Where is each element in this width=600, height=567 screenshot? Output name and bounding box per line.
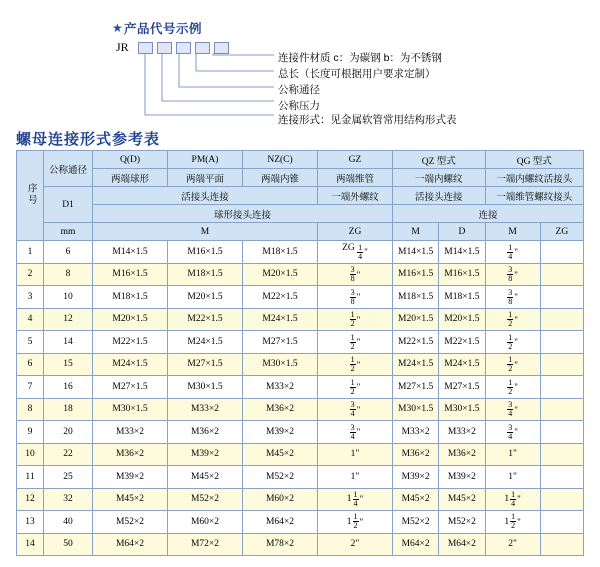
header-qz-type: 一端内螺纹	[393, 169, 486, 187]
header-group-nz: NZ(C)	[243, 151, 318, 169]
diagram-labels	[0, 0, 600, 126]
cell-qg-zg	[540, 263, 583, 286]
header-ball-joint: 球形接头连接	[93, 205, 393, 223]
cell-pm: M24×1.5	[168, 331, 243, 354]
table-row	[17, 488, 584, 511]
cell-qg-zg	[540, 241, 583, 264]
cell-gz: $\frac{1}{2}$ "	[318, 353, 393, 376]
cell-qg-zg	[540, 443, 583, 466]
cell-gz: $\frac{1}{2}$ "	[318, 331, 393, 354]
cell-gz: 1"	[318, 443, 393, 466]
header-q-type: 两端球形	[93, 169, 168, 187]
cell-dn: 18	[44, 398, 93, 421]
cell-q: M30×1.5	[93, 398, 168, 421]
cell-index: 3	[17, 286, 44, 309]
cell-qg-m: $\frac{1}{2}$ "	[485, 331, 540, 354]
header-sym-m3: M	[485, 223, 540, 241]
cell-dn: 32	[44, 488, 93, 511]
cell-q: M39×2	[93, 466, 168, 489]
cell-dn: 25	[44, 466, 93, 489]
cell-dn: 10	[44, 286, 93, 309]
cell-nz: M30×1.5	[243, 353, 318, 376]
cell-qz-m: M52×2	[393, 511, 439, 534]
cell-qz-m: M16×1.5	[393, 263, 439, 286]
cell-gz: $\frac{3}{4}$ "	[318, 398, 393, 421]
cell-index: 1	[17, 241, 44, 264]
table-row	[17, 308, 584, 331]
table-row	[17, 263, 584, 286]
cell-qg-zg	[540, 398, 583, 421]
header-gz-type: 两端维管	[318, 169, 393, 187]
cell-pm: M20×1.5	[168, 286, 243, 309]
cell-q: M52×2	[93, 511, 168, 534]
cell-nz: M22×1.5	[243, 286, 318, 309]
cell-qz-m: M30×1.5	[393, 398, 439, 421]
cell-q: M24×1.5	[93, 353, 168, 376]
table-title: 螺母连接形式参考表	[16, 131, 161, 148]
cell-qz-m: M33×2	[393, 421, 439, 444]
cell-nz: M60×2	[243, 488, 318, 511]
cell-qz-d: M39×2	[439, 466, 485, 489]
cell-nz: M78×2	[243, 533, 318, 556]
cell-pm: M16×1.5	[168, 241, 243, 264]
cell-qg-m: 1"	[485, 466, 540, 489]
cell-qz-m: M39×2	[393, 466, 439, 489]
cell-index: 13	[17, 511, 44, 534]
cell-gz: 1"	[318, 466, 393, 489]
cell-qz-d: M22×1.5	[439, 331, 485, 354]
table-row	[17, 241, 584, 264]
cell-qz-d: M52×2	[439, 511, 485, 534]
cell-nz: M24×1.5	[243, 308, 318, 331]
header-sym-zg: ZG	[318, 223, 393, 241]
cell-dn: 22	[44, 443, 93, 466]
cell-gz: $\frac{3}{4}$ "	[318, 421, 393, 444]
cell-dn: 12	[44, 308, 93, 331]
cell-qg-m: 1 $\frac{1}{2}$ "	[485, 511, 540, 534]
header-qg-thread: 一端维管螺纹接头	[485, 187, 583, 205]
cell-pm: M72×2	[168, 533, 243, 556]
cell-qg-m: $\frac{3}{8}$ "	[485, 286, 540, 309]
product-code-diagram	[0, 0, 600, 126]
cell-qg-zg	[540, 511, 583, 534]
cell-qz-d: M30×1.5	[439, 398, 485, 421]
cell-qg-zg	[540, 376, 583, 399]
header-group-pm: PM(A)	[168, 151, 243, 169]
cell-gz: $\frac{3}{8}$ "	[318, 263, 393, 286]
cell-q: M33×2	[93, 421, 168, 444]
cell-qz-m: M24×1.5	[393, 353, 439, 376]
cell-dn: 8	[44, 263, 93, 286]
diagram-label: 公称通径	[278, 84, 320, 96]
cell-pm: M60×2	[168, 511, 243, 534]
cell-q: M16×1.5	[93, 263, 168, 286]
cell-qg-zg	[540, 286, 583, 309]
cell-qz-m: M18×1.5	[393, 286, 439, 309]
table-row	[17, 421, 584, 444]
cell-index: 8	[17, 398, 44, 421]
table-row	[17, 533, 584, 556]
cell-pm: M30×1.5	[168, 376, 243, 399]
header-sym-m2: M	[393, 223, 439, 241]
cell-nz: M52×2	[243, 466, 318, 489]
cell-qz-d: M64×2	[439, 533, 485, 556]
cell-pm: M27×1.5	[168, 353, 243, 376]
table-row	[17, 443, 584, 466]
cell-q: M18×1.5	[93, 286, 168, 309]
cell-qg-zg	[540, 308, 583, 331]
cell-qg-m: 1 $\frac{1}{4}$ "	[485, 488, 540, 511]
cell-qg-zg	[540, 331, 583, 354]
header-group-qg: QG 型式	[485, 151, 583, 169]
diagram-label: 公称压力	[278, 100, 320, 112]
cell-qg-m: $\frac{3}{4}$ "	[485, 398, 540, 421]
cell-nz: M45×2	[243, 443, 318, 466]
table-row	[17, 376, 584, 399]
diagram-label: 连接形式：见金属软管常用结构形式表	[278, 114, 457, 126]
header-sym-d: D	[439, 223, 485, 241]
cell-gz: 1 $\frac{1}{2}$ "	[318, 511, 393, 534]
cell-dn: 15	[44, 353, 93, 376]
cell-qg-m: $\frac{1}{4}$ "	[485, 241, 540, 264]
cell-qg-m: $\frac{1}{2}$ "	[485, 308, 540, 331]
cell-pm: M18×1.5	[168, 263, 243, 286]
cell-qz-m: M20×1.5	[393, 308, 439, 331]
cell-pm: M52×2	[168, 488, 243, 511]
cell-index: 12	[17, 488, 44, 511]
cell-pm: M33×2	[168, 398, 243, 421]
cell-qg-zg	[540, 353, 583, 376]
cell-qz-d: M36×2	[439, 443, 485, 466]
header-pm-type: 两端平面	[168, 169, 243, 187]
cell-qg-zg	[540, 466, 583, 489]
table-row	[17, 353, 584, 376]
header-index: 序号	[17, 151, 44, 241]
table-header	[17, 151, 584, 241]
cell-qz-d: M33×2	[439, 421, 485, 444]
cell-qg-m: $\frac{3}{8}$ "	[485, 263, 540, 286]
header-qg-type: 一端内螺纹活接头	[485, 169, 583, 187]
cell-index: 2	[17, 263, 44, 286]
cell-index: 6	[17, 353, 44, 376]
cell-index: 10	[17, 443, 44, 466]
cell-pm: M36×2	[168, 421, 243, 444]
cell-gz: ZG $\frac{1}{4}$ "	[318, 241, 393, 264]
cell-gz: 1 $\frac{1}{4}$ "	[318, 488, 393, 511]
cell-qz-d: M27×1.5	[439, 376, 485, 399]
cell-q: M45×2	[93, 488, 168, 511]
cell-qg-zg	[540, 533, 583, 556]
cell-qz-m: M14×1.5	[393, 241, 439, 264]
cell-dn: 20	[44, 421, 93, 444]
header-group-gz: GZ	[318, 151, 393, 169]
cell-index: 11	[17, 466, 44, 489]
cell-pm: M45×2	[168, 466, 243, 489]
cell-qz-m: M27×1.5	[393, 376, 439, 399]
cell-qz-d: M16×1.5	[439, 263, 485, 286]
star-icon: ★	[112, 21, 123, 35]
header-group-q: Q(D)	[93, 151, 168, 169]
table-row	[17, 331, 584, 354]
code-prefix: JR	[116, 40, 129, 54]
cell-q: M20×1.5	[93, 308, 168, 331]
diagram-title: 产品代号示例	[124, 22, 203, 36]
cell-dn: 6	[44, 241, 93, 264]
cell-qz-d: M18×1.5	[439, 286, 485, 309]
cell-qg-m: $\frac{1}{2}$ "	[485, 353, 540, 376]
cell-index: 14	[17, 533, 44, 556]
cell-qz-m: M45×2	[393, 488, 439, 511]
cell-dn: 40	[44, 511, 93, 534]
table-row	[17, 286, 584, 309]
cell-qz-m: M64×2	[393, 533, 439, 556]
cell-index: 4	[17, 308, 44, 331]
cell-nz: M33×2	[243, 376, 318, 399]
cell-dn: 50	[44, 533, 93, 556]
cell-qz-m: M22×1.5	[393, 331, 439, 354]
cell-nz: M64×2	[243, 511, 318, 534]
header-dn-sub: D1	[44, 187, 93, 223]
header-unit-mm: mm	[44, 223, 93, 241]
table-row	[17, 398, 584, 421]
header-gz-thread: 一端外螺纹	[318, 187, 393, 205]
cell-nz: M20×1.5	[243, 263, 318, 286]
header-qz-thread: 活接头连接	[393, 187, 486, 205]
cell-gz: $\frac{1}{2}$ "	[318, 376, 393, 399]
cell-gz: 2"	[318, 533, 393, 556]
cell-qz-m: M36×2	[393, 443, 439, 466]
diagram-label: 连接件材质 c：为碳钢 b：为不锈钢	[278, 52, 442, 64]
header-sym-m: M	[93, 223, 318, 241]
cell-qz-d: M20×1.5	[439, 308, 485, 331]
header-dn: 公称通径	[44, 151, 93, 187]
cell-qg-zg	[540, 488, 583, 511]
header-joint-connection: 活接头连接	[93, 187, 318, 205]
cell-nz: M27×1.5	[243, 331, 318, 354]
cell-index: 7	[17, 376, 44, 399]
cell-q: M36×2	[93, 443, 168, 466]
cell-qz-d: M45×2	[439, 488, 485, 511]
cell-qg-m: $\frac{1}{2}$ "	[485, 376, 540, 399]
header-connection: 连接	[393, 205, 584, 223]
header-sym-zg2: ZG	[540, 223, 583, 241]
cell-qg-zg	[540, 421, 583, 444]
cell-index: 5	[17, 331, 44, 354]
cell-qg-m: 1"	[485, 443, 540, 466]
cell-dn: 16	[44, 376, 93, 399]
cell-pm: M22×1.5	[168, 308, 243, 331]
cell-dn: 14	[44, 331, 93, 354]
cell-gz: $\frac{3}{8}$ "	[318, 286, 393, 309]
table-row	[17, 511, 584, 534]
cell-nz: M18×1.5	[243, 241, 318, 264]
table-row	[17, 466, 584, 489]
cell-q: M64×2	[93, 533, 168, 556]
cell-qz-d: M24×1.5	[439, 353, 485, 376]
header-nz-type: 两端内锥	[243, 169, 318, 187]
cell-pm: M39×2	[168, 443, 243, 466]
cell-qg-m: $\frac{3}{4}$ "	[485, 421, 540, 444]
cell-q: M22×1.5	[93, 331, 168, 354]
table-body	[17, 241, 584, 556]
cell-gz: $\frac{1}{2}$ "	[318, 308, 393, 331]
nut-connection-table	[16, 150, 584, 556]
cell-q: M27×1.5	[93, 376, 168, 399]
cell-qz-d: M14×1.5	[439, 241, 485, 264]
cell-nz: M36×2	[243, 398, 318, 421]
header-group-qz: QZ 型式	[393, 151, 486, 169]
cell-index: 9	[17, 421, 44, 444]
cell-qg-m: 2"	[485, 533, 540, 556]
cell-nz: M39×2	[243, 421, 318, 444]
cell-q: M14×1.5	[93, 241, 168, 264]
diagram-label: 总长（长度可根据用户要求定制）	[278, 68, 436, 80]
